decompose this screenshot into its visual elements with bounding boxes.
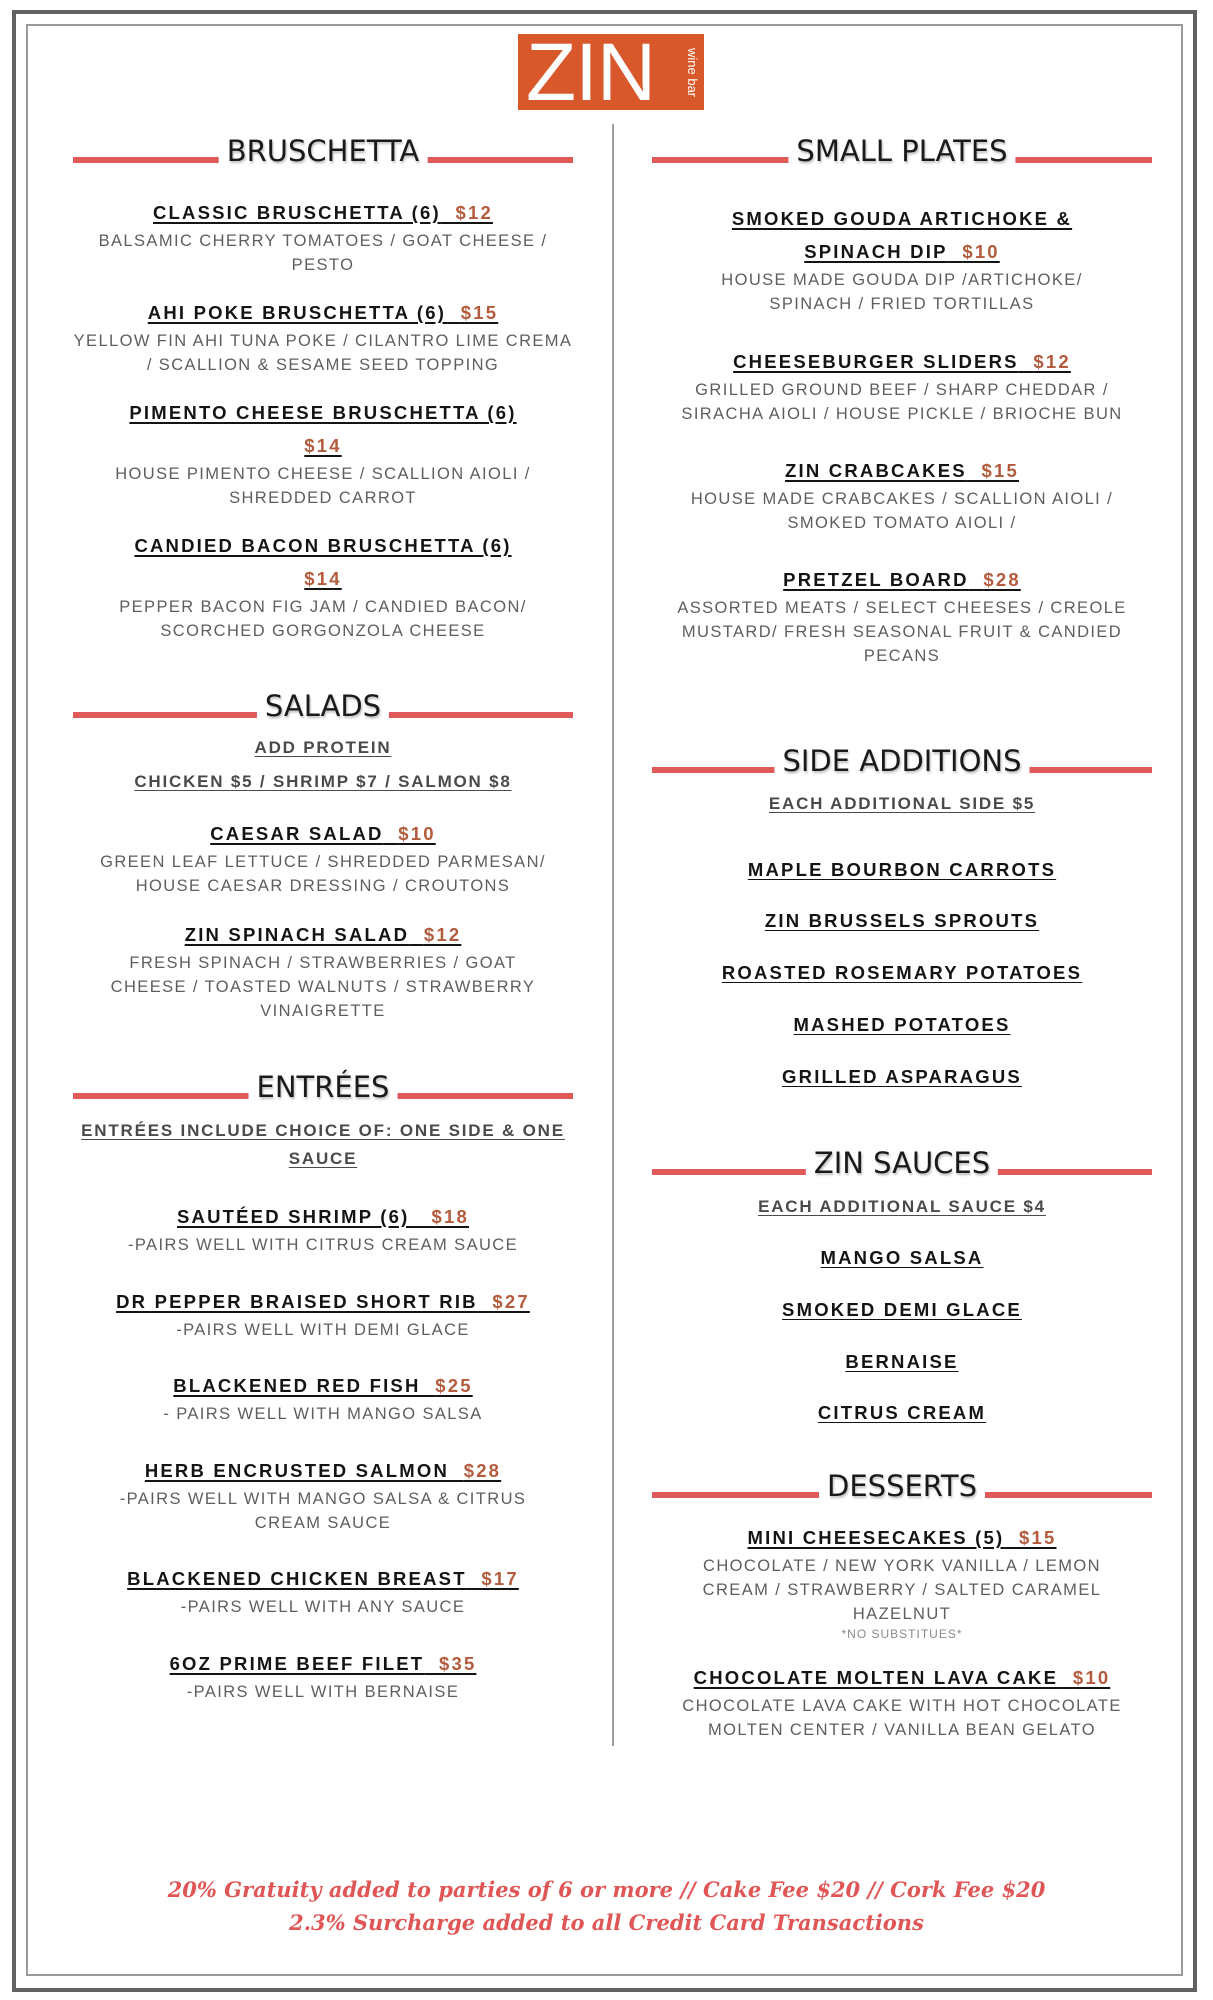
section-header	[652, 1142, 1152, 1182]
menu-item	[652, 563, 1152, 668]
item-name: HERB ENCRUSTED SALMON	[144, 1460, 450, 1481]
item-note: *NO SUBSTITUES*	[841, 1627, 963, 1641]
item-price: $10	[962, 241, 1000, 262]
menu-item	[73, 1285, 573, 1342]
entrees-section	[73, 1066, 573, 1106]
note-text: EACH ADDITIONAL SIDE $5	[768, 794, 1036, 813]
bruschetta-section	[73, 130, 573, 170]
sauce-item	[652, 1246, 1152, 1270]
menu-item	[73, 1562, 573, 1619]
sauce-item-label: MANGO SALSA	[820, 1247, 984, 1268]
item-name: SAUTÉED SHRIMP (6)	[176, 1206, 410, 1227]
sauce-item	[652, 1401, 1152, 1425]
side-item	[652, 961, 1152, 985]
item-price: $28	[463, 1460, 502, 1481]
item-price: $17	[481, 1568, 519, 1589]
menu-item	[652, 1521, 1152, 1642]
item-price: $35	[438, 1653, 477, 1674]
side-item-label: ROASTED ROSEMARY POTATOES	[721, 962, 1083, 983]
logo-subtext: wine bar	[685, 48, 700, 98]
item-price: $14	[304, 435, 342, 456]
small-plates-section	[652, 130, 1152, 170]
menu-item	[652, 454, 1152, 535]
section-title: SALADS	[257, 689, 389, 723]
item-price: $15	[1019, 1527, 1057, 1548]
item-desc: -PAIRS WELL WITH MANGO SALSA & CITRUS CREAM SAUCE	[119, 1490, 527, 1532]
sauce-note	[652, 1193, 1152, 1221]
item-desc: YELLOW FIN AHI TUNA POKE / CILANTRO LIME CREMA / SCALLION & SESAME SEED TOPPING	[73, 332, 573, 374]
item-price: $25	[435, 1375, 473, 1396]
sauce-item-label: BERNAISE	[845, 1351, 959, 1372]
item-price: $10	[1072, 1667, 1111, 1688]
side-item	[652, 1013, 1152, 1037]
item-desc: CHOCOLATE LAVA CAKE WITH HOT CHOCOLATE MOLTEN CENTER / VANILLA BEAN GELATO	[682, 1697, 1122, 1739]
footer-fees: 20% Gratuity added to parties of 6 or more // Cake Fee $20 // Cork Fee $20	[167, 1877, 1046, 1902]
menu-item	[73, 1454, 573, 1535]
item-desc: - PAIRS WELL WITH MANGO SALSA	[163, 1405, 483, 1423]
footer-surcharge: 2.3% Surcharge added to all Credit Card Transactions	[289, 1910, 924, 1935]
item-price: $15	[981, 460, 1019, 481]
item-desc: GRILLED GROUND BEEF / SHARP CHEDDAR / SIRACHA AIOLI / HOUSE PICKLE / BRIOCHE BUN	[681, 381, 1123, 423]
menu-item	[73, 196, 573, 277]
side-item-label: GRILLED ASPARAGUS	[782, 1066, 1022, 1087]
side-item	[652, 909, 1152, 933]
desserts-section	[652, 1465, 1152, 1505]
menu-item	[73, 396, 573, 510]
note-text: EACH ADDITIONAL SAUCE $4	[758, 1197, 1046, 1216]
item-desc: FRESH SPINACH / STRAWBERRIES / GOAT CHEESE / TOASTED WALNUTS / STRAWBERRY VINAIGRETTE	[110, 954, 536, 1020]
item-desc: BALSAMIC CHERRY TOMATOES / GOAT CHEESE / PESTO	[98, 232, 548, 274]
item-name: MINI CHEESECAKES (5)	[747, 1527, 1005, 1548]
sauce-item-label: SMOKED DEMI GLACE	[782, 1299, 1022, 1320]
item-name: 6OZ PRIME BEEF FILET	[169, 1653, 425, 1674]
sauce-item	[652, 1298, 1152, 1322]
item-price: $14	[304, 568, 342, 589]
left-column	[73, 0, 573, 2000]
note-heading: ADD PROTEIN	[254, 738, 392, 757]
menu-item	[652, 202, 1152, 316]
section-header	[652, 1465, 1152, 1505]
item-desc: HOUSE MADE CRABCAKES / SCALLION AIOLI / SMOKED TOMATO AIOLI /	[690, 490, 1114, 532]
section-title: SIDE ADDITIONS	[774, 744, 1029, 778]
item-name: CAESAR SALAD	[210, 823, 384, 844]
item-name: DR PEPPER BRAISED SHORT RIB	[116, 1291, 478, 1312]
menu-item	[73, 296, 573, 377]
section-title: ZIN SAUCES	[806, 1146, 998, 1180]
menu-item	[73, 1369, 573, 1426]
column-divider	[612, 124, 614, 1746]
section-header	[73, 685, 573, 725]
menu-item	[73, 918, 573, 1023]
item-desc: -PAIRS WELL WITH BERNAISE	[186, 1683, 460, 1701]
section-title: SMALL PLATES	[788, 134, 1015, 168]
item-name: CHEESEBURGER SLIDERS	[733, 351, 1019, 372]
menu-item	[73, 1647, 573, 1704]
item-desc: HOUSE MADE GOUDA DIP /ARTICHOKE/ SPINACH / FRIED TORTILLAS	[721, 271, 1083, 313]
item-name: BLACKENED CHICKEN BREAST	[127, 1568, 467, 1589]
item-price: $10	[398, 823, 436, 844]
logo-text: ZIN	[526, 27, 656, 118]
item-desc: CHOCOLATE / NEW YORK VANILLA / LEMON CREAM / STRAWBERRY / SALTED CARAMEL HAZELNUT	[702, 1557, 1102, 1623]
section-title: ENTRÉES	[249, 1070, 398, 1104]
salads-section	[73, 685, 573, 725]
sauce-item	[652, 1350, 1152, 1374]
item-name: ZIN CRABCAKES	[785, 460, 967, 481]
side-item-label: MASHED POTATOES	[793, 1014, 1011, 1035]
right-column	[652, 0, 1152, 2000]
item-name: CHOCOLATE MOLTEN LAVA CAKE	[693, 1667, 1059, 1688]
item-name: PRETZEL BOARD	[783, 569, 969, 590]
side-item	[652, 858, 1152, 882]
item-price: $15	[460, 302, 499, 323]
item-price: $28	[983, 569, 1021, 590]
item-desc: -PAIRS WELL WITH ANY SAUCE	[180, 1598, 466, 1616]
item-price: $12	[423, 924, 462, 945]
sauces-section	[652, 1142, 1152, 1182]
section-header	[652, 740, 1152, 780]
item-desc: -PAIRS WELL WITH DEMI GLACE	[176, 1321, 470, 1339]
section-header	[652, 130, 1152, 170]
item-name: SMOKED GOUDA ARTICHOKE & SPINACH DIP	[731, 208, 1073, 262]
item-price: $12	[1033, 351, 1071, 372]
item-desc: GREEN LEAF LETTUCE / SHREDDED PARMESAN/ HOUSE CAESAR DRESSING / CROUTONS	[100, 853, 546, 895]
item-desc: ASSORTED MEATS / SELECT CHEESES / CREOLE MUSTARD/ FRESH SEASONAL FRUIT & CANDIED PECANS	[677, 599, 1127, 665]
item-desc: -PAIRS WELL WITH CITRUS CREAM SAUCE	[127, 1236, 519, 1254]
item-price: $27	[492, 1291, 530, 1312]
item-name: PIMENTO CHEESE BRUSCHETTA (6)	[129, 402, 517, 423]
side-item-label: ZIN BRUSSELS SPROUTS	[764, 910, 1040, 931]
section-title: DESSERTS	[819, 1469, 985, 1503]
item-name: BLACKENED RED FISH	[173, 1375, 421, 1396]
section-header	[73, 130, 573, 170]
item-price: $18	[431, 1206, 469, 1227]
menu-item	[73, 817, 573, 898]
protein-note	[73, 734, 573, 796]
section-header	[73, 1066, 573, 1106]
side-additions-section	[652, 740, 1152, 780]
menu-item	[652, 1661, 1152, 1742]
menu-item	[73, 1200, 573, 1257]
menu-item	[73, 529, 573, 643]
item-name: ZIN SPINACH SALAD	[184, 924, 410, 945]
item-desc: HOUSE PIMENTO CHEESE / SCALLION AIOLI / SHREDDED CARROT	[115, 465, 531, 507]
item-price: $12	[455, 202, 494, 223]
side-item-label: MAPLE BOURBON CARROTS	[747, 859, 1057, 880]
side-item	[652, 1065, 1152, 1089]
side-note	[652, 790, 1152, 818]
note-text: CHICKEN $5 / SHRIMP $7 / SALMON $8	[134, 772, 512, 791]
item-name: CANDIED BACON BRUSCHETTA (6)	[134, 535, 512, 556]
sauce-item-label: CITRUS CREAM	[817, 1402, 987, 1423]
item-desc: PEPPER BACON FIG JAM / CANDIED BACON/ SCORCHED GORGONZOLA CHEESE	[119, 598, 527, 640]
entrees-note	[73, 1117, 573, 1173]
menu-item	[652, 345, 1152, 426]
item-name: AHI POKE BRUSCHETTA (6)	[147, 302, 447, 323]
section-title: BRUSCHETTA	[219, 134, 428, 168]
note-text: ENTRÉES INCLUDE CHOICE OF: ONE SIDE & ONE SAUCE	[81, 1121, 565, 1168]
item-name: CLASSIC BRUSCHETTA (6)	[152, 202, 441, 223]
